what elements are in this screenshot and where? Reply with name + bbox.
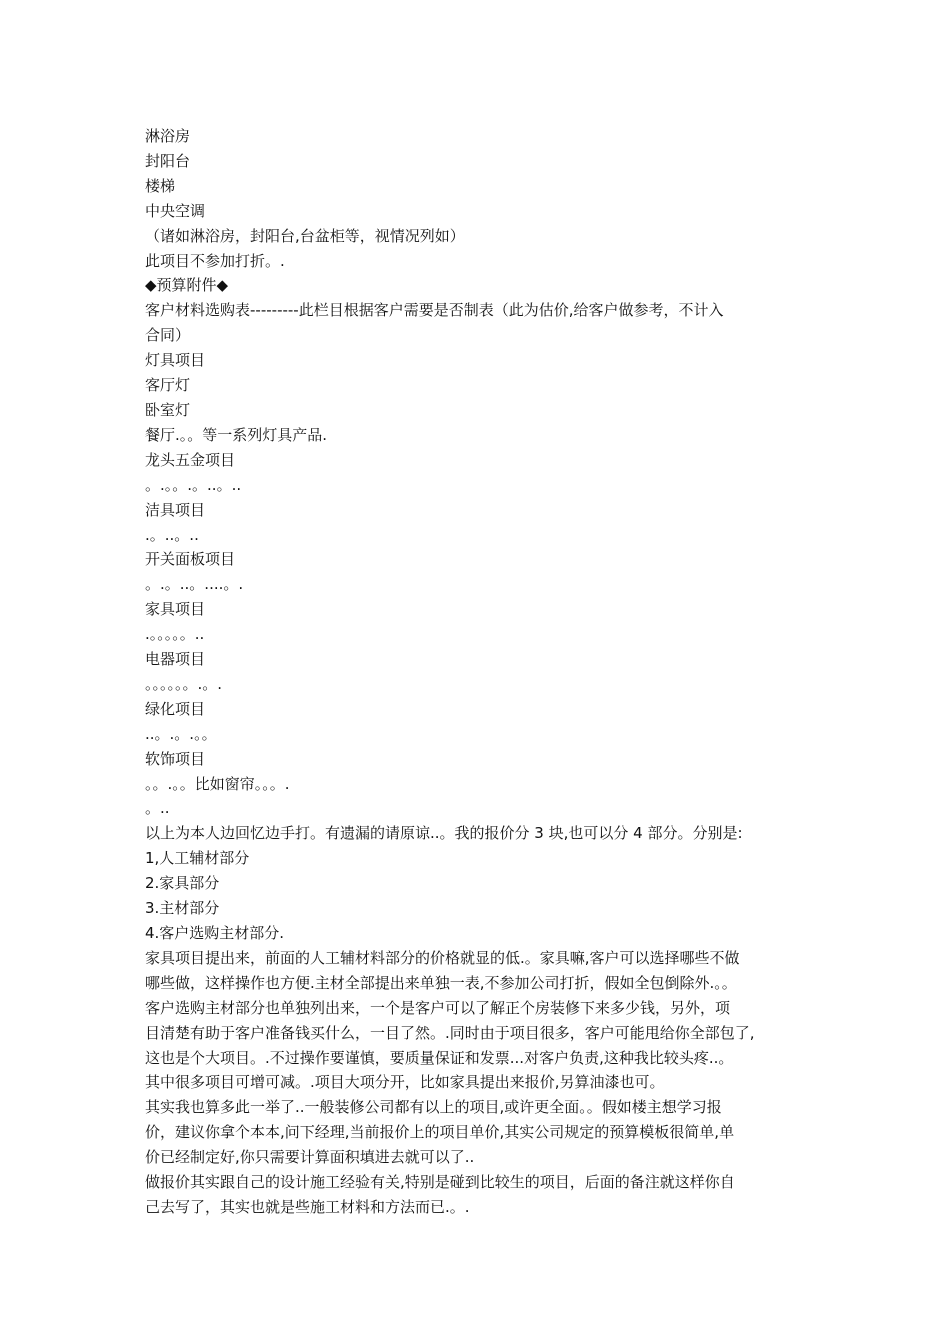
text-line: ..。.。.。。 [145,724,217,743]
text-line: 以上为本人边回忆边手打。有遗漏的请原谅..。我的报价分 3 块,也可以分 4 部分。分别是: [145,824,743,843]
section-heading: ◆预算附件◆ [145,276,229,295]
text-line: 淋浴房 [145,127,191,145]
text-line: 合同） [145,326,191,345]
text-line: 此项目不参加打折。. [145,251,285,270]
text-line: .。。。。。.. [145,625,205,644]
text-line: 价已经制定好,你只需要计算面积填进去就可以了.. [145,1148,475,1167]
text-line: 做报价其实跟自己的设计施工经验有关,特别是碰到比较生的项目，后面的备注就这样你自 [145,1173,735,1192]
text-line: 餐厅.。。等一系列灯具产品. [145,425,328,444]
text-line: 软饰项目 [145,749,206,768]
text-line: 。.。..。....。. [145,575,244,594]
text-line: 。.. [145,799,170,818]
text-line: 。.。。.。..。.. [145,475,242,494]
text-line: 其实我也算多此一举了..一般装修公司都有以上的项目,或许更全面。。假如楼主想学习报 [145,1098,722,1117]
text-line: 。。.。。比如窗帘。。。. [145,774,290,793]
text-line: .。..。.. [145,525,199,544]
text-line: 家具项目提出来，前面的人工辅材料部分的价格就显的低.。家具嘛,客户可以选择哪些不做 [145,948,740,967]
text-line: 价，建议你拿个本本,问下经理,当前报价上的项目单价,其实公司规定的预算模板很简单,单 [145,1123,735,1142]
text-line: 卧室灯 [145,400,191,419]
text-line: 中央空调 [145,201,206,220]
text-line: 封阳台 [145,151,191,170]
text-line: 目清楚有助于客户准备钱买什么，一目了然。.同时由于项目很多，客户可能甩给你全部包了, [145,1023,755,1042]
text-line: 洁具项目 [145,500,206,519]
text-line: 这也是个大项目。.不过操作要谨慎，要质量保证和发票...对客户负责,这种我比较头疼..。 [145,1048,734,1067]
text-line: 开关面板项目 [145,550,236,569]
text-line: 楼梯 [145,176,176,195]
text-line: 客厅灯 [145,376,191,395]
text-line: 4.客户选购主材部分. [145,924,285,942]
text-line: 龙头五金项目 [145,450,236,469]
text-line: 客户选购主材部分也单独列出来，一个是客户可以了解正个房装修下来多少钱，另外，项 [145,998,731,1017]
text-line: 灯具项目 [145,351,206,370]
text-line: 其中很多项目可增可减。.项目大项分开，比如家具提出来报价,另算油漆也可。 [145,1073,665,1092]
text-line: 电器项目 [145,650,206,669]
text-line: 家具项目 [145,600,206,619]
text-line: 1,人工辅材部分 [145,849,250,868]
document-body [145,124,810,1220]
text-line: 。。。。。。.。. [145,674,223,693]
text-line: 2.家具部分 [145,874,220,893]
text-line: 客户材料选购表---------此栏目根据客户需要是否制表（此为估价,给客户做参考，不计入 [145,301,724,320]
text-line: 哪些做，这样操作也方便.主材全部提出来单独一表,不参加公司打折，假如全包倒除外.。。 [145,973,737,992]
text-line: 绿化项目 [145,699,206,718]
text-line: （诸如淋浴房，封阳台,台盆柜等，视情况列如） [145,226,465,245]
text-line: 3.主材部分 [145,899,220,918]
text-line: 己去写了，其实也就是些施工材料和方法而已.。. [145,1197,470,1216]
